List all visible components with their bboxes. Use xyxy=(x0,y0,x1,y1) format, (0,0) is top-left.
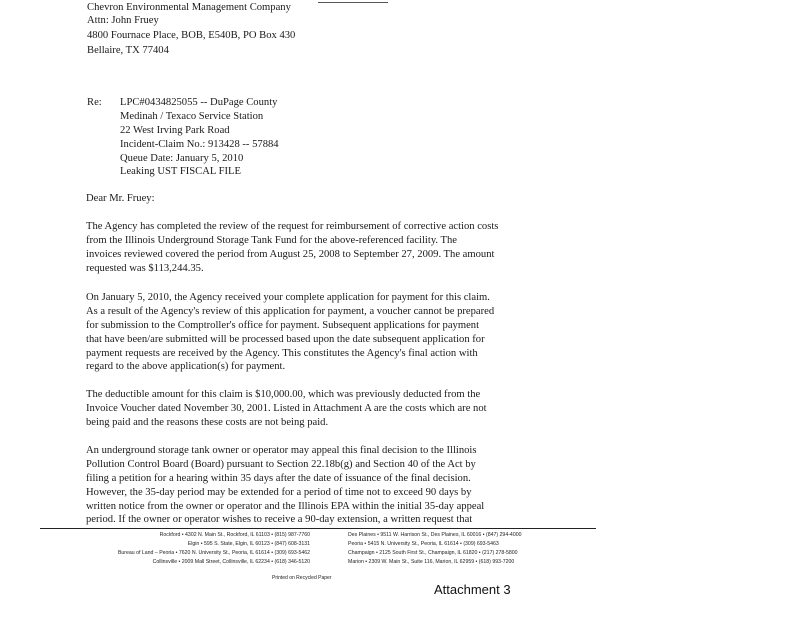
paragraph-line: An underground storage tank owner or operator may appeal this final decision to the Illinois xyxy=(86,445,477,456)
top-edge-mark xyxy=(318,0,388,3)
re-line: Leaking UST FISCAL FILE xyxy=(120,166,241,177)
paragraph-line: Invoice Voucher dated November 30, 2001. Listed in Attachment A are the costs which are not xyxy=(86,403,487,414)
re-line: 22 West Irving Park Road xyxy=(120,125,230,136)
recycled-paper-note: Printed on Recycled Paper xyxy=(272,575,332,581)
paragraph-line: The deductible amount for this claim is $10,000.00, which was previously deducted from the xyxy=(86,389,481,400)
paragraph-line: The Agency has completed the review of the request for reimbursement of corrective action costs xyxy=(86,221,499,232)
paragraph-line: Pollution Control Board (Board) pursuant to Section 22.18b(g) and Section 40 of the Act by xyxy=(86,459,476,470)
footer-office: Rockford • 4302 N. Main St., Rockford, IL 61103 • (815) 987-7760 xyxy=(159,532,310,538)
footer-office: Marion • 2309 W. Main St., Suite 116, Marion, IL 62959 • (618) 993-7200 xyxy=(348,559,515,565)
paragraph-line: payment requests are received by the Agency. This constitutes the Agency's final action with xyxy=(86,348,478,359)
address-city: Bellaire, TX 77404 xyxy=(87,45,169,56)
address-street: 4800 Fournace Place, BOB, E540B, PO Box 430 xyxy=(87,30,296,41)
salutation: Dear Mr. Fruey: xyxy=(86,193,155,204)
address-attn: Attn: John Fruey xyxy=(87,15,159,26)
attachment-label: Attachment 3 xyxy=(434,582,511,597)
paragraph-line: requested was $113,244.35. xyxy=(86,263,204,274)
re-line: Incident-Claim No.: 913428 -- 57884 xyxy=(120,139,279,150)
paragraph-line: regard to the above application(s) for payment. xyxy=(86,361,286,372)
paragraph-line: However, the 35-day period may be extended for a period of time not to exceed 90 days by xyxy=(86,487,472,498)
paragraph-line: period. If the owner or operator wishes to receive a 90-day extension, a written request that xyxy=(86,514,473,525)
paragraph-line: invoices reviewed covered the period from August 25, 2008 to September 27, 2009. The amount xyxy=(86,249,495,260)
paragraph-line: from the Illinois Underground Storage Tank Fund for the above-referenced facility. The xyxy=(86,235,458,246)
paragraph-line: On January 5, 2010, the Agency received your complete application for payment for this claim. xyxy=(86,292,490,303)
footer-office: Peoria • 5415 N. University St., Peoria, IL 61614 • (309) 693-5463 xyxy=(348,541,499,547)
footer-office: Des Plaines • 9511 W. Harrison St., Des Plaines, IL 60016 • (847) 294-4000 xyxy=(348,532,522,538)
paragraph-line: being paid and the reasons these costs are not being paid. xyxy=(86,417,329,428)
footer-office: Elgin • 595 S. State, Elgin, IL 60123 • (847) 608-3131 xyxy=(187,541,310,547)
re-line: Queue Date: January 5, 2010 xyxy=(120,153,244,164)
paragraph-line: that have been/are submitted will be processed based upon the date subsequent application for xyxy=(86,334,485,345)
re-label: Re: xyxy=(87,97,102,108)
footer-office: Collinsville • 2009 Mall Street, Collinsville, IL 62234 • (618) 346-5120 xyxy=(152,559,310,565)
paragraph-line: filing a petition for a hearing within 35 days after the date of issuance of the final decision. xyxy=(86,473,471,484)
re-line: Medinah / Texaco Service Station xyxy=(120,111,264,122)
footer-office: Champaign • 2125 South First St., Champaign, IL 61820 • (217) 278-5800 xyxy=(348,550,518,556)
re-line: LPC#0434825055 -- DuPage County xyxy=(120,97,278,108)
paragraph-line: for submission to the Comptroller's office for payment. Subsequent applications for payment xyxy=(86,320,480,331)
paragraph-line: written notice from the owner or operator and the Illinois EPA within the initial 35-day appeal xyxy=(86,501,485,512)
paragraph-line: As a result of the Agency's review of this application for payment, a voucher cannot be prepared xyxy=(86,306,495,317)
address-company: Chevron Environmental Management Company xyxy=(87,2,291,13)
footer-divider xyxy=(40,528,596,529)
footer-office: Bureau of Land – Peoria • 7620 N. University St., Peoria, IL 61614 • (309) 693-5462 xyxy=(117,550,310,556)
